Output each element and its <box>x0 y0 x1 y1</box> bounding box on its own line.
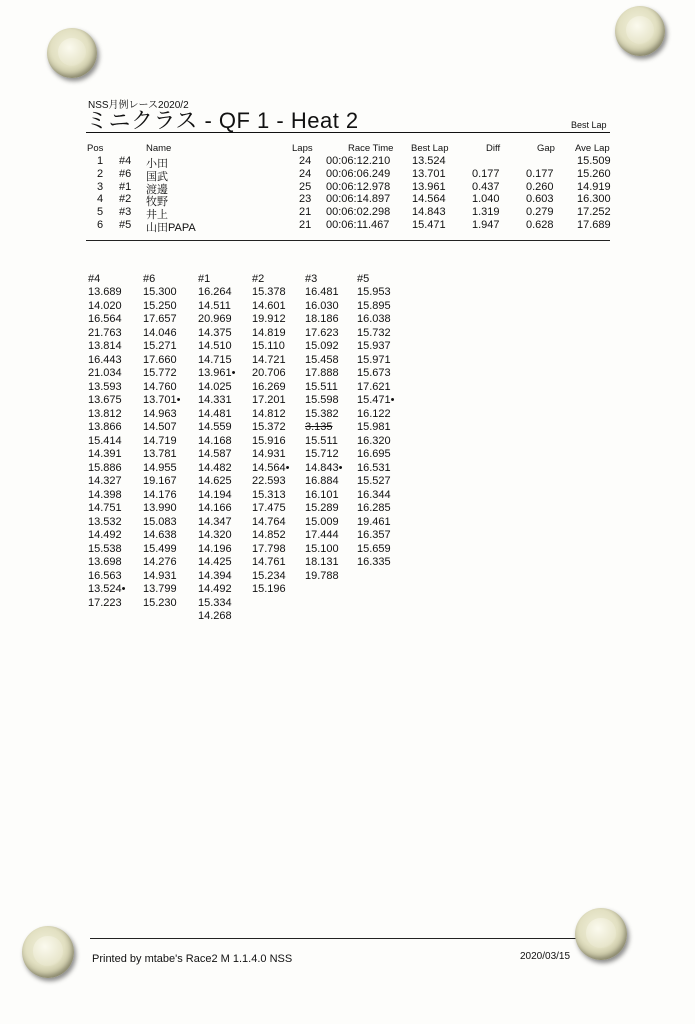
title-divider <box>86 132 610 133</box>
lap-time: 15.092 <box>305 340 339 352</box>
lap-time: 13.675 <box>88 394 122 406</box>
lap-time: 14.375 <box>198 326 232 339</box>
row-laps: 24 <box>299 167 312 180</box>
table-divider <box>86 240 610 241</box>
row-pos: 5 <box>97 206 104 219</box>
row-gap: 0.603 <box>526 193 554 206</box>
lap-time: 14.587 <box>198 448 232 460</box>
row-best-lap: 13.701 <box>412 167 446 180</box>
row-laps: 21 <box>299 219 312 231</box>
lap-time: 21.034 <box>88 367 122 379</box>
lap-time: 17.475 <box>252 502 286 514</box>
lap-time: 19.167 <box>143 475 177 487</box>
lap-time: 15.916 <box>252 434 286 447</box>
lap-time: 14.268 <box>198 610 232 622</box>
lap-time: 14.764 <box>252 515 286 528</box>
lap-time: 14.020 <box>88 299 122 312</box>
row-pos: 6 <box>97 219 104 231</box>
lap-time: 15.981 <box>357 421 391 433</box>
row-car-number: #1 <box>119 180 132 193</box>
lap-time: 14.638 <box>143 529 177 541</box>
lap-time: 13.689 <box>88 286 122 298</box>
row-ave-lap: 14.919 <box>577 180 611 193</box>
lap-column-car-header: #6 <box>143 273 156 285</box>
lap-time: 16.481 <box>305 286 339 298</box>
lap-time: 17.660 <box>143 353 177 366</box>
row-gap: 0.260 <box>526 180 554 193</box>
lap-time: 13.781 <box>143 448 177 460</box>
row-gap: 0.279 <box>526 206 554 219</box>
lap-time: 17.444 <box>305 529 339 541</box>
best-lap-header: Best Lap <box>571 120 607 130</box>
lap-time: 14.398 <box>88 488 122 501</box>
row-laps: 23 <box>299 193 312 206</box>
row-ave-lap: 15.509 <box>577 155 611 167</box>
lap-time: 15.230 <box>143 596 177 609</box>
lap-time: 22.593 <box>252 475 286 487</box>
row-race-time: 00:06:11.467 <box>326 219 390 231</box>
lap-time: 14.166 <box>198 502 232 514</box>
row-driver-name: 山田PAPA <box>146 222 196 234</box>
lap-time: 14.394 <box>198 569 232 582</box>
row-driver-name: 牧野 <box>146 196 168 209</box>
row-best-lap: 13.524 <box>412 155 446 167</box>
row-race-time: 00:06:12.210 <box>326 155 391 167</box>
pushpin-top-right <box>615 6 665 56</box>
heat-title: ミニクラス - QF 1 - Heat 2 <box>86 108 359 133</box>
row-gap: 0.628 <box>526 219 554 231</box>
row-car-number: #6 <box>119 167 132 180</box>
lap-time: 15.886 <box>88 461 122 474</box>
lap-time: 17.657 <box>143 313 177 325</box>
lap-column-car-header: #4 <box>88 273 101 285</box>
row-pos: 1 <box>97 155 104 167</box>
col-header-pos: Pos <box>87 143 104 154</box>
lap-time: 15.289 <box>305 502 339 514</box>
lap-time: 15.271 <box>143 340 177 352</box>
lap-time: 15.372 <box>252 421 286 433</box>
lap-time: 16.357 <box>357 529 391 541</box>
lap-time: 13.701• <box>143 394 181 406</box>
row-diff: 0.177 <box>472 167 500 180</box>
lap-time: 13.866 <box>88 421 122 433</box>
lap-time: 13.593 <box>88 380 122 393</box>
lap-time: 19.912 <box>252 313 286 325</box>
print-date: 2020/03/15 <box>520 951 571 962</box>
lap-time: 16.264 <box>198 286 232 298</box>
col-header-name: Name <box>146 143 172 154</box>
lap-time: 15.100 <box>305 542 339 555</box>
lap-time: 13.814 <box>88 340 122 352</box>
lap-time: 14.601 <box>252 299 286 312</box>
lap-time: 14.931 <box>252 448 286 460</box>
lap-time: 16.038 <box>357 313 391 325</box>
lap-time: 16.335 <box>357 556 391 568</box>
lap-time: 15.009 <box>305 515 339 528</box>
row-pos: 4 <box>97 193 104 206</box>
lap-time: 13.524• <box>88 583 126 595</box>
lap-time: 15.300 <box>143 286 177 298</box>
lap-time: 17.201 <box>252 394 286 406</box>
lap-column-car-header: #1 <box>198 273 211 285</box>
lap-time: 3.135 <box>305 421 333 433</box>
lap-time: 14.176 <box>143 488 177 501</box>
lap-time: 20.706 <box>252 367 286 379</box>
pushpin-top-left <box>47 28 97 78</box>
lap-time: 16.320 <box>357 434 391 447</box>
lap-time: 14.331 <box>198 394 232 406</box>
lap-time: 15.414 <box>88 434 122 447</box>
lap-time: 13.990 <box>143 502 177 514</box>
row-gap: 0.177 <box>526 167 554 180</box>
row-race-time: 00:06:02.298 <box>326 206 391 219</box>
row-best-lap: 14.843 <box>412 206 446 219</box>
row-ave-lap: 17.252 <box>577 206 611 219</box>
lap-time: 14.721 <box>252 353 286 366</box>
lap-time: 16.531 <box>357 461 391 474</box>
lap-time: 15.250 <box>143 299 177 312</box>
row-pos: 3 <box>97 180 104 193</box>
lap-time: 13.698 <box>88 556 122 568</box>
row-ave-lap: 15.260 <box>577 167 611 180</box>
lap-time: 14.347 <box>198 515 232 528</box>
lap-time: 16.122 <box>357 407 391 420</box>
row-race-time: 00:06:14.897 <box>326 193 391 206</box>
lap-time: 14.320 <box>198 529 232 541</box>
col-header-gap: Gap <box>537 143 555 154</box>
lap-time: 15.527 <box>357 475 391 487</box>
lap-time: 14.046 <box>143 326 177 339</box>
lap-time: 21.763 <box>88 326 122 339</box>
lap-time: 16.884 <box>305 475 339 487</box>
row-ave-lap: 16.300 <box>577 193 611 206</box>
row-diff: 1.319 <box>472 206 500 219</box>
row-laps: 25 <box>299 180 312 193</box>
lap-time: 14.955 <box>143 461 177 474</box>
lap-time: 14.194 <box>198 488 232 501</box>
lap-time: 18.131 <box>305 556 339 568</box>
lap-time: 14.843• <box>305 461 343 474</box>
col-header-race-time: Race Time <box>348 143 394 154</box>
lap-time: 14.510 <box>198 340 232 352</box>
lap-time: 14.425 <box>198 556 232 568</box>
lap-time: 14.751 <box>88 502 122 514</box>
lap-time: 13.532 <box>88 515 122 528</box>
lap-time: 16.563 <box>88 569 122 582</box>
lap-time: 15.895 <box>357 299 391 312</box>
lap-time: 15.659 <box>357 542 391 555</box>
lap-time: 15.110 <box>252 340 285 352</box>
lap-time: 15.313 <box>252 488 286 501</box>
lap-time: 15.732 <box>357 326 391 339</box>
row-best-lap: 14.564 <box>412 193 446 206</box>
lap-time: 15.083 <box>143 515 177 528</box>
lap-column-car-header: #2 <box>252 273 265 285</box>
lap-time: 14.812 <box>252 407 286 420</box>
lap-time: 14.719 <box>143 434 177 447</box>
lap-time: 15.598 <box>305 394 339 406</box>
row-best-lap: 15.471 <box>412 219 446 231</box>
lap-time: 15.499 <box>143 542 177 555</box>
lap-time: 14.196 <box>198 542 232 555</box>
lap-time: 13.799 <box>143 583 177 595</box>
lap-time: 16.030 <box>305 299 339 312</box>
lap-time: 15.334 <box>198 596 232 609</box>
pushpin-bottom-right <box>575 908 627 960</box>
lap-time: 14.819 <box>252 326 286 339</box>
lap-time: 17.223 <box>88 596 122 609</box>
row-car-number: #3 <box>119 206 132 219</box>
lap-time: 14.760 <box>143 380 177 393</box>
lap-time: 14.559 <box>198 421 232 433</box>
lap-time: 15.538 <box>88 542 122 555</box>
lap-time: 15.511 <box>305 380 338 393</box>
row-driver-name: 渡邊 <box>146 183 168 196</box>
lap-time: 14.963 <box>143 407 177 420</box>
event-name: NSS月例レース2020/2 <box>88 100 189 111</box>
row-car-number: #5 <box>119 219 132 231</box>
lap-time: 17.798 <box>252 542 286 555</box>
pushpin-bottom-left <box>22 926 74 978</box>
row-ave-lap: 17.689 <box>577 219 611 231</box>
lap-time: 14.931 <box>143 569 177 582</box>
lap-time: 15.953 <box>357 286 391 298</box>
col-header-diff: Diff <box>486 143 501 154</box>
lap-time: 16.344 <box>357 488 391 501</box>
row-diff: 1.040 <box>472 193 500 206</box>
lap-time: 16.285 <box>357 502 391 514</box>
lap-time: 14.276 <box>143 556 177 568</box>
lap-time: 15.234 <box>252 569 286 582</box>
lap-time: 15.511 <box>305 434 338 447</box>
lap-time: 16.269 <box>252 380 286 393</box>
lap-time: 17.621 <box>357 380 391 393</box>
col-header-ave-lap: Ave Lap <box>575 143 610 154</box>
row-diff: 0.437 <box>472 180 500 193</box>
lap-time: 14.761 <box>252 556 286 568</box>
lap-time: 14.715 <box>198 353 232 366</box>
lap-time: 16.101 <box>305 488 339 501</box>
row-race-time: 00:06:06.249 <box>326 167 391 180</box>
row-driver-name: 井上 <box>146 209 168 222</box>
lap-time: 14.481 <box>198 407 232 420</box>
lap-time: 19.461 <box>357 515 391 528</box>
row-laps: 24 <box>299 155 312 167</box>
lap-time: 14.327 <box>88 475 122 487</box>
lap-time: 14.852 <box>252 529 286 541</box>
lap-time: 15.382 <box>305 407 339 420</box>
lap-time: 19.788 <box>305 569 339 582</box>
row-laps: 21 <box>299 206 312 219</box>
lap-time: 20.969 <box>198 313 232 325</box>
lap-time: 14.564• <box>252 461 290 474</box>
lap-column-car-header: #3 <box>305 273 318 285</box>
lap-time: 15.971 <box>357 353 391 366</box>
row-diff: 1.947 <box>472 219 500 231</box>
row-driver-name: 国武 <box>146 170 168 183</box>
lap-time: 17.623 <box>305 326 339 339</box>
printed-by-text: Printed by mtabe's Race2 M 1.1.4.0 NSS <box>92 953 293 965</box>
lap-time: 15.712 <box>305 448 339 460</box>
lap-time: 15.458 <box>305 353 339 366</box>
lap-column-car-header: #5 <box>357 273 370 285</box>
lap-time: 16.695 <box>357 448 391 460</box>
lap-time: 14.492 <box>88 529 122 541</box>
row-best-lap: 13.961 <box>412 180 446 193</box>
lap-time: 15.196 <box>252 583 286 595</box>
footer-divider <box>90 938 616 939</box>
lap-time: 14.511 <box>198 299 231 312</box>
row-driver-name: 小田 <box>146 158 168 170</box>
lap-time: 15.378 <box>252 286 286 298</box>
lap-time: 13.812 <box>88 407 122 420</box>
col-header-best-lap: Best Lap <box>411 143 449 154</box>
lap-time: 16.564 <box>88 313 122 325</box>
lap-time: 18.186 <box>305 313 339 325</box>
lap-time: 15.772 <box>143 367 177 379</box>
lap-time: 14.625 <box>198 475 232 487</box>
lap-time: 14.391 <box>88 448 122 460</box>
lap-time: 17.888 <box>305 367 339 379</box>
lap-time: 15.673 <box>357 367 391 379</box>
lap-time: 14.168 <box>198 434 232 447</box>
row-car-number: #4 <box>119 155 132 167</box>
lap-time: 13.961• <box>198 367 236 379</box>
lap-time: 14.507 <box>143 421 177 433</box>
lap-time: 16.443 <box>88 353 122 366</box>
lap-time: 15.471• <box>357 394 395 406</box>
col-header-laps: Laps <box>292 143 313 154</box>
lap-time: 14.025 <box>198 380 232 393</box>
lap-time: 14.482 <box>198 461 232 474</box>
lap-time: 14.492 <box>198 583 232 595</box>
lap-time: 15.937 <box>357 340 391 352</box>
row-race-time: 00:06:12.978 <box>326 180 391 193</box>
row-pos: 2 <box>97 167 104 180</box>
row-car-number: #2 <box>119 193 132 206</box>
